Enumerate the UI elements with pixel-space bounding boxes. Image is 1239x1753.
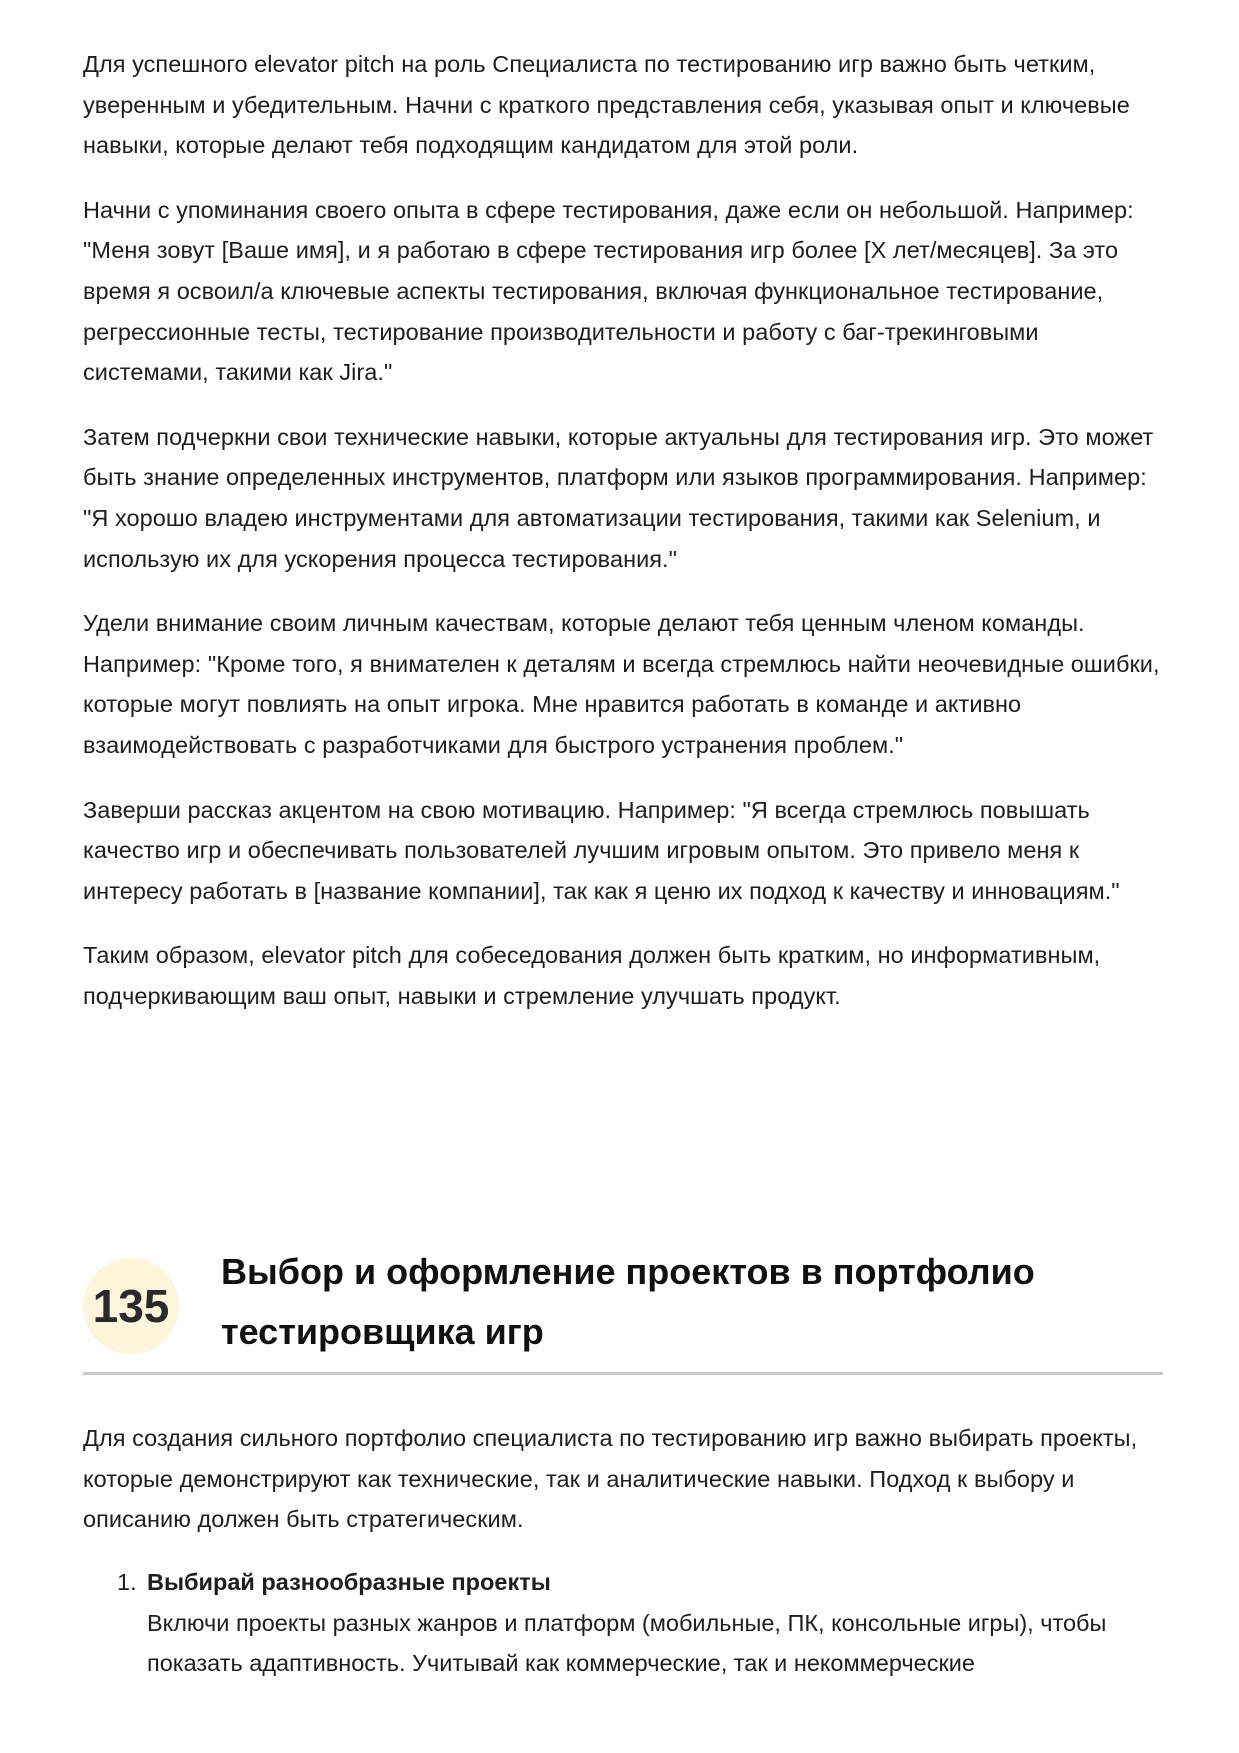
list-item-text: Включи проекты разных жанров и платформ (мобильные, ПК, консольные игры), чтобы показать адаптивность. Учитывай как коммерческие, так и некоммерческие [147, 1609, 1107, 1677]
chapter-intro [83, 1418, 1163, 1564]
list-item [83, 1562, 1163, 1684]
chapter-title: Выбор и оформление проектов в портфолио тестировщика игр [221, 1251, 1035, 1352]
paragraph-technical-skills: Затем подчеркни свои технические навыки, которые актуальны для тестирования игр. Это может быть знание определенных инструментов, платформ или языков программирования. Например: "Я хорошо владею инструментами для автоматизации тестирования, такими как Selenium, и использую их для ускорения процесса тестирования." [83, 423, 1154, 572]
list-item-heading: Выбирай разнообразные проекты [147, 1569, 551, 1595]
paragraph-motivation: Заверши рассказ акцентом на свою мотивацию. Например: "Я всегда стремлюсь повышать качество игр и обеспечивать пользователей лучшим игровым опытом. Это привело меня к интересу работать в [название компании], так как я ценю их подход к качеству и инновациям." [83, 796, 1120, 904]
chapter-number-badge: 135 [83, 1258, 179, 1354]
list-item-number: 1. [117, 1569, 137, 1595]
document-body [83, 44, 1163, 1040]
chapter-intro-paragraph: Для создания сильного портфолио специалиста по тестированию игр важно выбирать проекты, которые демонстрируют как технические, так и аналитические навыки. Подход к выбору и описанию должен быть стратегическим. [83, 1425, 1138, 1533]
paragraph-personal-qualities: Удели внимание своим личным качествам, которые делают тебя ценным членом команды. Например: "Кроме того, я внимателен к деталям и всегда стремлюсь найти неочевидные ошибки, которые могут повлиять на опыт игрока. Мне нравится работать в команде и активно взаимодействовать с разработчиками для быстрого устранения проблем." [83, 610, 1160, 758]
chapter-header [83, 1238, 1163, 1378]
chapter-divider [83, 1372, 1163, 1375]
paragraph-experience: Начни с упоминания своего опыта в сфере тестирования, даже если он небольшой. Например: "Меня зовут [Ваше имя], и я работаю в сфере тестирования игр более [X лет/месяцев]. За это время я освоил/а ключевые аспекты тестирования, включая функциональное тестирование, регрессионные тесты, тестирование производительности и работу с баг-трекинговыми системами, такими как Jira." [83, 196, 1134, 386]
numbered-list [83, 1562, 1163, 1684]
paragraph-conclusion: Таким образом, elevator pitch для собеседования должен быть кратким, но информативным, подчеркивающим ваш опыт, навыки и стремление улучшать продукт. [83, 942, 1101, 1009]
paragraph-intro-pitch: Для успешного elevator pitch на роль Специалиста по тестированию игр важно быть четким, уверенным и убедительным. Начни с краткого представления себя, указывая опыт и ключевые навыки, которые делают тебя подходящим кандидатом для этой роли. [83, 51, 1130, 159]
